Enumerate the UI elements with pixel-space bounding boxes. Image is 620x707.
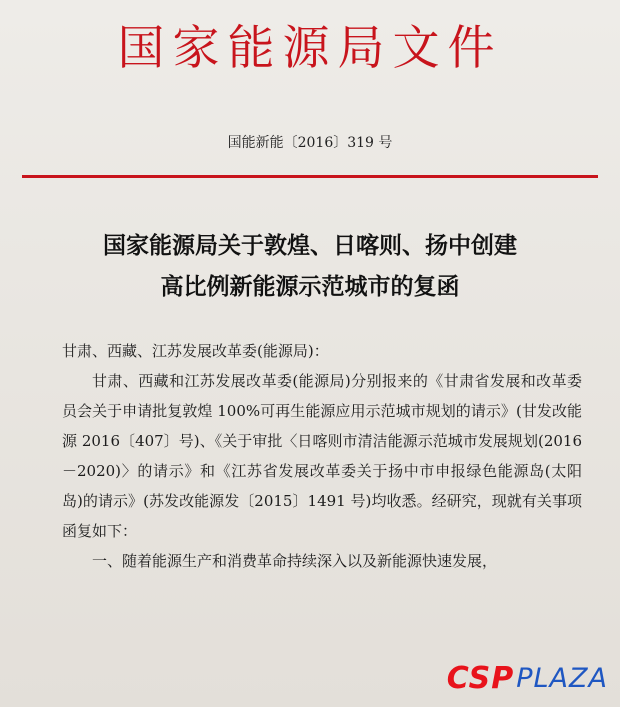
red-divider: [22, 175, 598, 178]
csp-plaza-watermark: [447, 661, 608, 695]
paragraph-2: 一、随着能源生产和消费革命持续深入以及新能源快速发展，: [92, 552, 498, 570]
addressee: 甘肃、西藏、江苏发展改革委(能源局)：: [62, 342, 329, 360]
watermark-plaza: PLAZA: [516, 662, 608, 694]
org-header: 国家能源局文件: [117, 20, 503, 76]
title-line-2: 高比例新能源示范城市的复函: [160, 273, 460, 300]
document-body: [62, 336, 582, 576]
title-line-1: 国家能源局关于敦煌、日喀则、扬中创建: [103, 232, 517, 259]
document-number: 国能新能〔2016〕319 号: [227, 135, 393, 151]
paragraph-1: 甘肃、西藏和江苏发展改革委(能源局)分别报来的《甘肃省发展和改革委员会关于申请批复敦煌 100%可再生能源应用示范城市规划的请示》(甘发改能源 2016〔407〕号)、《关于审批〈日喀则市清洁能源示范城市发展规划(2016－2020)〉的请示》和《江苏省发展改革委关于扬中市申报绿色能源岛(太阳岛)的请示》(苏发改能源发〔2015〕1491 号)均收悉。经研究，现就有关事项函复如下：: [62, 372, 582, 540]
watermark-csp: CSP: [446, 660, 515, 696]
document-title: [40, 225, 580, 307]
